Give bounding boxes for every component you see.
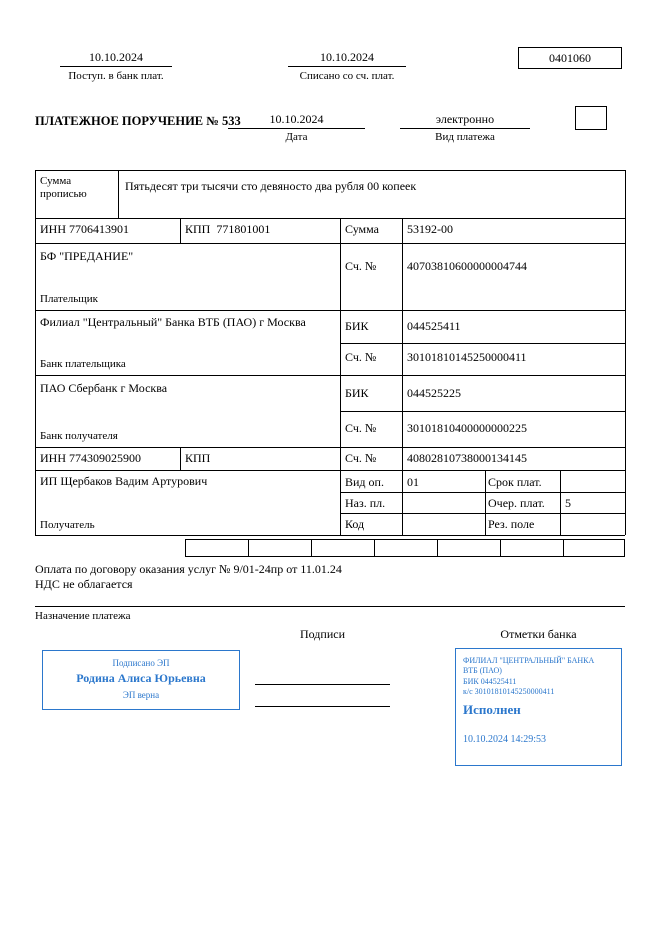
- form-grid-line: [340, 411, 625, 412]
- payee-section-label: Получатель: [40, 519, 95, 531]
- received-date-label: Поступ. в банк плат.: [68, 70, 164, 82]
- debited-date-label: Списано со сч. плат.: [299, 70, 395, 82]
- payer-bank-section-label: Банк плательщика: [40, 358, 126, 370]
- form-grid-line: [560, 470, 561, 535]
- tax-field-divider: [311, 539, 312, 557]
- payee-account-label: Сч. №: [345, 451, 377, 465]
- esign-title: Подписано ЭП: [112, 658, 170, 668]
- purpose-section-label: Назначение платежа: [35, 610, 131, 622]
- payer-account-label: Сч. №: [345, 259, 377, 273]
- stamp-bank-name-line-2: ВТБ (ПАО): [463, 666, 502, 675]
- stamp-datetime: 10.10.2024 14:29:53: [463, 734, 547, 745]
- tax-fields-row: [185, 539, 625, 557]
- form-grid-line: [402, 218, 403, 535]
- form-grid-line: [485, 470, 486, 535]
- form-grid-line: [35, 535, 625, 536]
- debited-date-value: 10.10.2024: [320, 50, 374, 64]
- form-code: 0401060: [549, 51, 591, 65]
- form-grid-line: [35, 218, 625, 219]
- payee-bank-section-label: Банк получателя: [40, 430, 118, 442]
- stamp-bik: БИК 044525411: [463, 677, 517, 686]
- signatures-label: Подписи: [299, 627, 346, 641]
- signature-line-2: [255, 706, 390, 707]
- tax-field-divider: [248, 539, 249, 557]
- received-date-value: 10.10.2024: [89, 50, 143, 64]
- priority-value: 5: [565, 496, 571, 510]
- payer-bank-bik-label: БИК: [345, 319, 369, 333]
- purpose-underline: [35, 606, 625, 607]
- payee-bank-bik-label: БИК: [345, 386, 369, 400]
- payee-bank-corr-value: 30101810400000000225: [407, 421, 527, 435]
- payee-bank-name: ПАО Сбербанк г Москва: [40, 381, 168, 395]
- payer-inn: ИНН 7706413901: [40, 222, 129, 236]
- form-grid-line: [35, 170, 36, 535]
- payer-name: БФ "ПРЕДАНИЕ": [40, 249, 134, 263]
- bank-marks-label: Отметки банка: [500, 627, 577, 641]
- payee-bank-bik-value: 044525225: [407, 386, 461, 400]
- form-grid-line: [340, 218, 341, 535]
- form-grid-line: [180, 447, 181, 470]
- form-grid-line: [180, 218, 181, 243]
- amount-words-label: Сумма прописью: [40, 175, 87, 200]
- purpose-line-1: Оплата по договору оказания услуг № 9/01-24пр от 11.01.24: [35, 562, 342, 576]
- form-grid-line: [340, 492, 625, 493]
- document-title: ПЛАТЕЖНОЕ ПОРУЧЕНИЕ № 533: [35, 114, 241, 128]
- doc-date-label: Дата: [285, 131, 308, 143]
- payee-account-value: 40802810738000134145: [407, 451, 527, 465]
- bank-stamp: [455, 648, 622, 766]
- esign-verified-label: ЭП верна: [122, 690, 160, 700]
- payer-bank-corr-value: 30101810145250000411: [407, 350, 527, 364]
- code-label: Код: [345, 517, 365, 531]
- signature-line-1: [255, 684, 390, 685]
- doc-date-value: 10.10.2024: [269, 112, 324, 126]
- payee-name: ИП Щербаков Вадим Артурович: [40, 474, 208, 488]
- stamp-bank-name-line-1: ФИЛИАЛ "ЦЕНТРАЛЬНЫЙ" БАНКА: [463, 656, 595, 665]
- tax-field-divider: [563, 539, 564, 557]
- doc-date-underline: [228, 128, 365, 129]
- payment-term-label: Срок плат.: [488, 475, 542, 489]
- form-code-box: [518, 47, 622, 69]
- purpose-line-2: НДС не облагается: [35, 577, 133, 591]
- esign-signer-name: Родина Алиса Юрьевна: [76, 671, 206, 685]
- form-grid-line: [625, 170, 626, 535]
- form-grid-line: [35, 447, 625, 448]
- payer-bank-bik-value: 044525411: [407, 319, 461, 333]
- amount-sum-value: 53192-00: [407, 222, 453, 236]
- op-type-value: 01: [407, 475, 419, 489]
- form-grid-line: [35, 470, 625, 471]
- payer-section-label: Плательщик: [40, 293, 98, 305]
- debited-date-underline: [288, 66, 406, 67]
- stamp-corr-account: к/с 30101810145250000411: [463, 687, 555, 696]
- stamp-status: Исполнен: [463, 702, 521, 717]
- form-grid-line: [35, 170, 625, 171]
- form-grid-line: [35, 310, 625, 311]
- payment-type-value: электронно: [435, 112, 495, 126]
- status-checkbox: [575, 106, 607, 130]
- payee-bank-corr-label: Сч. №: [345, 421, 377, 435]
- received-date-underline: [60, 66, 172, 67]
- payment-type-label: Вид платежа: [435, 131, 495, 143]
- form-grid-line: [35, 375, 625, 376]
- form-grid-line: [340, 513, 625, 514]
- payer-bank-corr-label: Сч. №: [345, 350, 377, 364]
- op-type-label: Вид оп.: [345, 475, 384, 489]
- amount-words-value: Пятьдесят три тысячи сто девяносто два рубля 00 копеек: [125, 179, 417, 193]
- payment-purpose-code-label: Наз. пл.: [345, 496, 386, 510]
- payment-type-underline: [400, 128, 530, 129]
- esign-stamp: [42, 650, 240, 710]
- form-grid-line: [340, 343, 625, 344]
- payer-account-value: 40703810600000004744: [407, 259, 527, 273]
- tax-field-divider: [374, 539, 375, 557]
- form-grid-line: [35, 243, 625, 244]
- reserve-field-label: Рез. поле: [488, 517, 535, 531]
- payer-bank-name: Филиал "Центральный" Банка ВТБ (ПАО) г Москва: [40, 315, 306, 329]
- payer-kpp: КПП 771801001: [185, 222, 271, 236]
- form-grid-line: [118, 170, 119, 218]
- payee-inn: ИНН 774309025900: [40, 451, 141, 465]
- amount-sum-label: Сумма: [345, 222, 379, 236]
- payee-kpp: КПП: [185, 451, 211, 465]
- tax-field-divider: [437, 539, 438, 557]
- priority-label: Очер. плат.: [488, 496, 545, 510]
- tax-field-divider: [500, 539, 501, 557]
